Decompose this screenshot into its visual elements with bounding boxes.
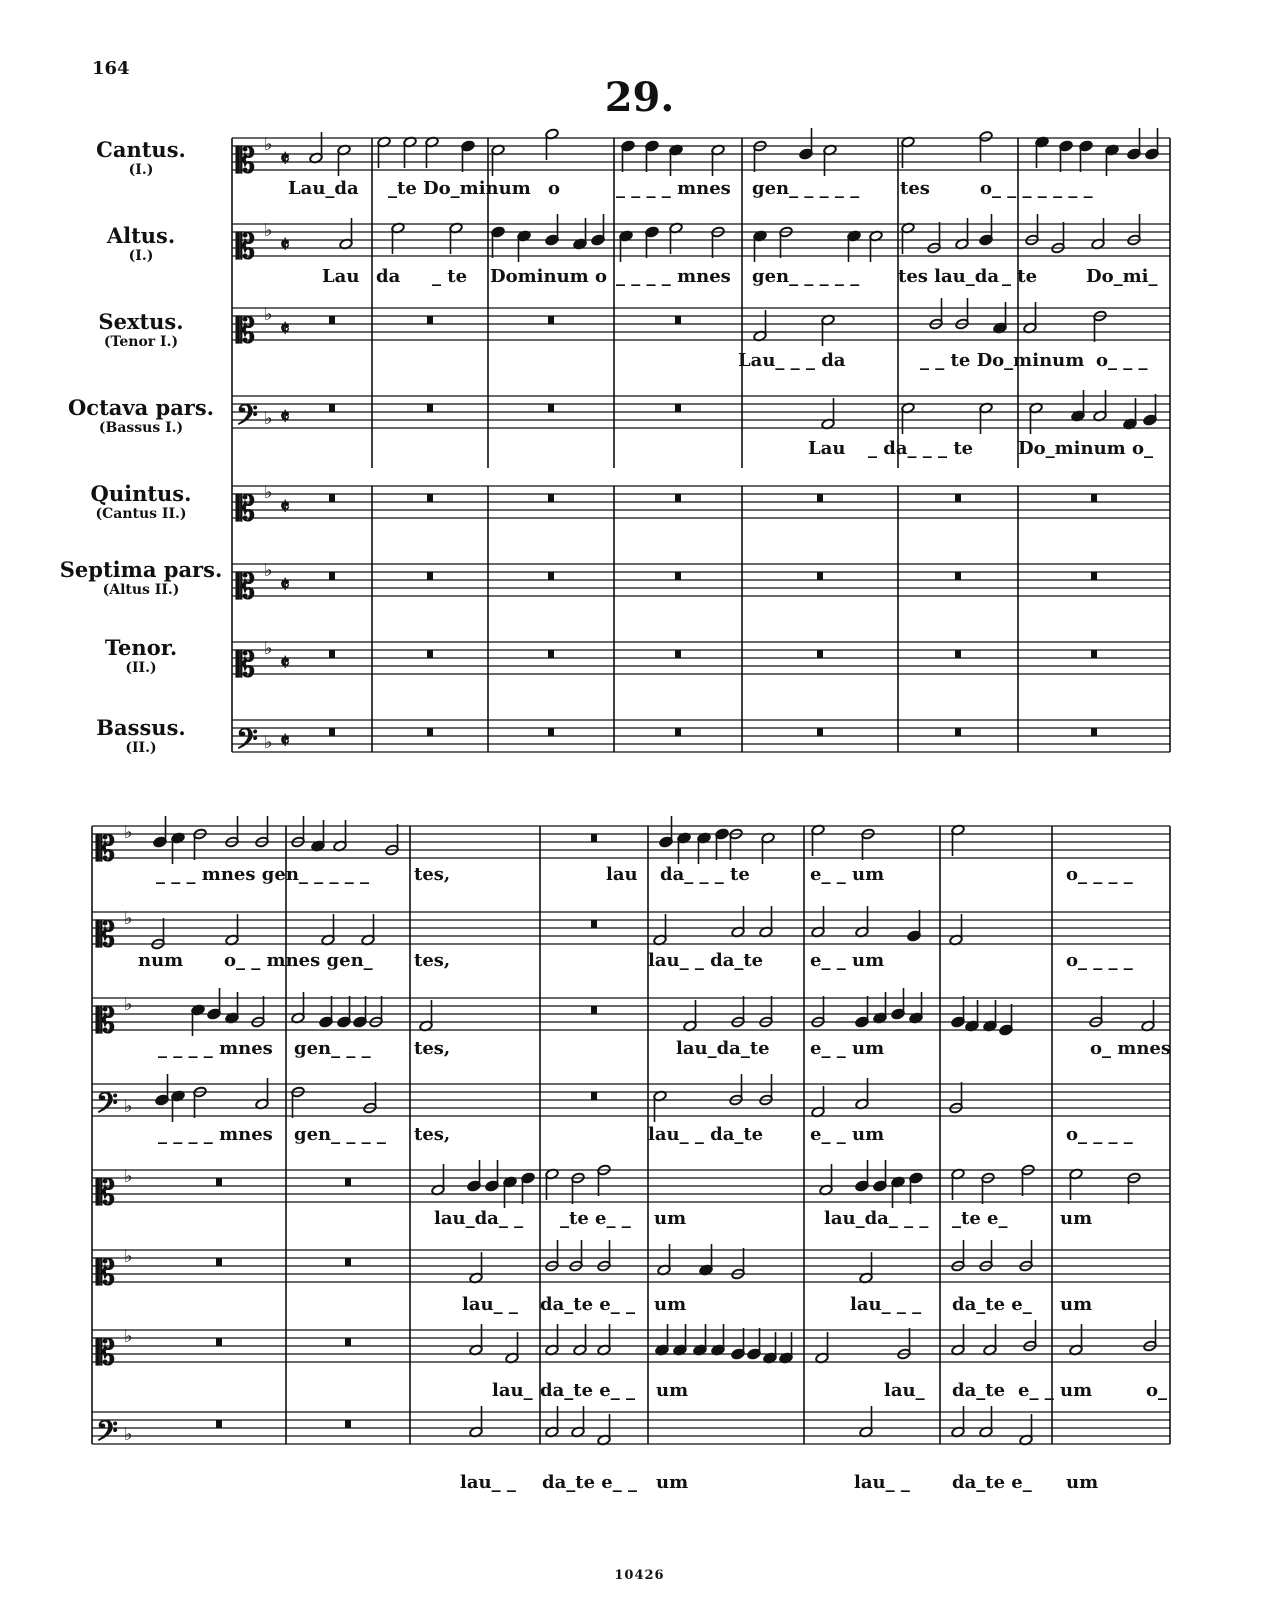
lyric-syllable: um <box>654 1208 687 1229</box>
key-signature-flat: ♭ <box>124 822 133 843</box>
voice-name: Altus. <box>106 223 176 248</box>
c-clef-icon: 𝄡 <box>96 915 115 955</box>
lyric-syllable: e_ _ um <box>810 950 885 971</box>
lyric-syllable: da_te e_ _ <box>540 1294 636 1315</box>
lyric-syllable: _ _ _ _ mnes <box>158 1038 273 1059</box>
lyric-syllable: tes lau_da <box>898 266 1000 287</box>
voice-subtitle: (Bassus I.) <box>98 420 184 437</box>
whole-rest <box>591 834 597 842</box>
whole-rest <box>345 1178 351 1186</box>
lyric-syllable: da_te <box>952 1380 1006 1401</box>
whole-rest <box>1091 572 1097 580</box>
lyric-syllable: Lau <box>808 438 846 459</box>
lyric-syllable: lau_da_ _ <box>434 1208 524 1229</box>
bass-clef-icon: 𝄢 <box>96 1087 118 1127</box>
lyric-syllable: um <box>1066 1472 1099 1493</box>
lyric-syllable: _ te <box>1002 266 1038 287</box>
lyric-syllable: da_te e_ <box>952 1294 1032 1315</box>
lyric-syllable: Lau <box>322 266 360 287</box>
c-clef-icon: 𝄡 <box>236 227 255 267</box>
whole-rest <box>548 494 554 502</box>
whole-rest <box>345 1338 351 1346</box>
whole-rest <box>345 1420 351 1428</box>
bass-clef-icon: 𝄢 <box>236 399 258 439</box>
lyric-syllable: um <box>656 1380 689 1401</box>
whole-rest <box>817 494 823 502</box>
lyric-syllable: um <box>1060 1208 1093 1229</box>
lyric-syllable: o_ _ _ _ <box>1066 864 1133 885</box>
whole-rest <box>675 572 681 580</box>
lyric-syllable: da_te e_ _ <box>542 1472 638 1493</box>
lyric-syllable: lau_ _ <box>854 1472 910 1493</box>
whole-rest <box>548 650 554 658</box>
voice-name: Quintus. <box>90 481 192 506</box>
voice-subtitle: (Altus II.) <box>102 582 180 599</box>
lyric-syllable: o_ _ _ _ _ _ _ <box>980 178 1093 199</box>
c-clef-icon: 𝄡 <box>96 1001 115 1041</box>
whole-rest <box>817 650 823 658</box>
lyric-syllable: num <box>138 950 184 971</box>
lyric-syllable: _te e_ _ <box>560 1208 631 1229</box>
whole-rest <box>216 1338 222 1346</box>
whole-rest <box>1091 728 1097 736</box>
lyric-syllable: lau_ _ <box>460 1472 516 1493</box>
lyric-syllable: tes, <box>414 1038 451 1059</box>
whole-rest <box>427 728 433 736</box>
lyric-syllable: um <box>656 1472 689 1493</box>
lyric-syllable: o_ _ _ <box>1096 350 1148 371</box>
time-signature-cut-common: 𝄵 <box>280 728 290 754</box>
whole-rest <box>955 494 961 502</box>
bass-clef-icon: 𝄢 <box>96 1415 118 1455</box>
whole-rest <box>216 1178 222 1186</box>
whole-rest <box>329 494 335 502</box>
whole-rest <box>216 1258 222 1266</box>
whole-rest <box>345 1258 351 1266</box>
whole-rest <box>675 404 681 412</box>
plate-number: 10426 <box>614 1568 665 1583</box>
lyric-syllable: da_te e_ _ <box>540 1380 636 1401</box>
lyric-syllable: um <box>1060 1380 1093 1401</box>
c-clef-icon: 𝄡 <box>96 1173 115 1213</box>
key-signature-flat: ♭ <box>264 408 273 429</box>
key-signature-flat: ♭ <box>264 732 273 753</box>
lyric-syllable: _te e_ <box>952 1208 1008 1229</box>
voice-name: Tenor. <box>104 635 178 660</box>
lyric-syllable: e_ _ um <box>810 864 885 885</box>
voice-name: Bassus. <box>96 715 186 740</box>
lyric-syllable: da <box>376 266 401 287</box>
whole-rest <box>591 1092 597 1100</box>
whole-rest <box>329 404 335 412</box>
whole-rest <box>329 316 335 324</box>
lyric-syllable: lau_ _ <box>462 1294 518 1315</box>
whole-rest <box>955 650 961 658</box>
c-clef-icon: 𝄡 <box>96 1253 115 1293</box>
whole-rest <box>675 316 681 324</box>
whole-rest <box>1091 494 1097 502</box>
lyric-syllable: o <box>548 178 561 199</box>
whole-rest <box>548 316 554 324</box>
whole-rest <box>955 572 961 580</box>
key-signature-flat: ♭ <box>124 1424 133 1445</box>
key-signature-flat: ♭ <box>124 1246 133 1267</box>
lyric-syllable: o_ _ _ _ <box>1066 1124 1133 1145</box>
lyric-syllable: tes <box>900 178 930 199</box>
time-signature-cut-common: 𝄵 <box>280 650 290 676</box>
lyric-syllable: _ _ _ _ mnes <box>616 178 731 199</box>
whole-rest <box>548 572 554 580</box>
lyric-syllable: _ _ _ _ mnes <box>616 266 731 287</box>
lyric-syllable: lau_da_ _ _ <box>824 1208 929 1229</box>
whole-rest <box>427 316 433 324</box>
lyric-syllable: lau <box>606 864 638 885</box>
lyric-syllable: tes, <box>414 864 451 885</box>
lyric-syllable: Dominum o <box>490 266 607 287</box>
whole-rest <box>591 1006 597 1014</box>
time-signature-cut-common: 𝄵 <box>280 494 290 520</box>
lyric-syllable: gen_ _ _ <box>294 1038 371 1059</box>
voice-subtitle: (Tenor I.) <box>103 334 179 351</box>
lyric-syllable: _ te <box>432 266 468 287</box>
whole-rest <box>955 728 961 736</box>
lyric-syllable: lau_da_te <box>676 1038 770 1059</box>
lyric-syllable: e_ _ um <box>810 1124 885 1145</box>
lyric-syllable: o_ _ mnes gen_ <box>224 950 373 971</box>
lyric-syllable: _ _ te Do_minum <box>920 350 1085 371</box>
page-number: 164 <box>92 58 130 79</box>
whole-rest <box>427 572 433 580</box>
lyric-syllable: tes, <box>414 950 451 971</box>
c-clef-icon: 𝄡 <box>96 1333 115 1373</box>
lyric-syllable: e_ _ <box>1018 1380 1054 1401</box>
key-signature-flat: ♭ <box>124 1096 133 1117</box>
lyric-syllable: Lau_ _ _ da <box>738 350 846 371</box>
voice-name: Septima pars. <box>59 557 223 582</box>
key-signature-flat: ♭ <box>124 908 133 929</box>
lyric-syllable: _te Do_minum <box>388 178 531 199</box>
lyric-syllable: um <box>1060 1294 1093 1315</box>
time-signature-cut-common: 𝄵 <box>280 316 290 342</box>
time-signature-cut-common: 𝄵 <box>280 572 290 598</box>
whole-rest <box>427 404 433 412</box>
c-clef-icon: 𝄡 <box>236 311 255 351</box>
lyric-syllable: da_ _ _ te <box>660 864 750 885</box>
lyric-syllable: tes, <box>414 1124 451 1145</box>
key-signature-flat: ♭ <box>264 482 273 503</box>
whole-rest <box>329 572 335 580</box>
time-signature-cut-common: 𝄵 <box>280 146 290 172</box>
whole-rest <box>427 494 433 502</box>
voice-subtitle: (I.) <box>128 162 154 179</box>
key-signature-flat: ♭ <box>264 220 273 241</box>
lyric-syllable: _ _ _ _ mnes <box>158 1124 273 1145</box>
c-clef-icon: 𝄡 <box>96 829 115 869</box>
voice-name: Octava pars. <box>68 395 214 420</box>
whole-rest <box>817 572 823 580</box>
whole-rest <box>675 650 681 658</box>
lyric-syllable: gen_ _ _ _ _ <box>752 178 860 199</box>
lyric-syllable: o_ _ _ _ <box>1066 950 1133 971</box>
key-signature-flat: ♭ <box>264 560 273 581</box>
lyric-syllable: lau_ _ da_te <box>648 950 764 971</box>
bass-clef-icon: 𝄢 <box>236 723 258 763</box>
c-clef-icon: 𝄡 <box>236 567 255 607</box>
key-signature-flat: ♭ <box>264 638 273 659</box>
lyric-syllable: um <box>654 1294 687 1315</box>
key-signature-flat: ♭ <box>124 1326 133 1347</box>
voice-subtitle: (I.) <box>128 248 154 265</box>
lyric-syllable: lau_ <box>884 1380 925 1401</box>
whole-rest <box>548 728 554 736</box>
key-signature-flat: ♭ <box>264 304 273 325</box>
lyric-syllable: Do_mi_ <box>1086 266 1158 287</box>
lyric-syllable: _ da_ _ _ te <box>868 438 974 459</box>
voice-name: Sextus. <box>98 309 184 334</box>
time-signature-cut-common: 𝄵 <box>280 404 290 430</box>
key-signature-flat: ♭ <box>124 994 133 1015</box>
whole-rest <box>1091 650 1097 658</box>
lyric-syllable: o_ <box>1146 1380 1168 1401</box>
whole-rest <box>675 728 681 736</box>
time-signature-cut-common: 𝄵 <box>280 232 290 258</box>
whole-rest <box>591 920 597 928</box>
lyric-syllable: gen_ _ _ _ <box>294 1124 386 1145</box>
whole-rest <box>675 494 681 502</box>
lyric-syllable: da_te e_ <box>952 1472 1032 1493</box>
key-signature-flat: ♭ <box>264 134 273 155</box>
lyric-syllable: Do_minum o_ <box>1018 438 1153 459</box>
c-clef-icon: 𝄡 <box>236 489 255 529</box>
lyric-syllable: lau_ <box>492 1380 533 1401</box>
lyric-syllable: _ _ _ mnes gen_ _ _ _ _ <box>156 864 369 885</box>
lyric-syllable: o_ mnes <box>1090 1038 1171 1059</box>
voice-name: Cantus. <box>96 137 186 162</box>
voice-subtitle: (II.) <box>125 740 157 757</box>
lyric-syllable: lau_ _ da_te <box>648 1124 764 1145</box>
c-clef-icon: 𝄡 <box>236 645 255 685</box>
whole-rest <box>329 650 335 658</box>
key-signature-flat: ♭ <box>124 1166 133 1187</box>
voice-subtitle: (II.) <box>125 660 157 677</box>
whole-rest <box>216 1420 222 1428</box>
whole-rest <box>817 728 823 736</box>
lyric-syllable: lau_ _ _ <box>850 1294 922 1315</box>
lyric-syllable: gen_ _ _ _ _ <box>752 266 860 287</box>
lyric-syllable: e_ _ um <box>810 1038 885 1059</box>
c-clef-icon: 𝄡 <box>236 141 255 181</box>
piece-number: 29. <box>604 74 675 121</box>
whole-rest <box>548 404 554 412</box>
lyric-syllable: Lau_da <box>288 178 359 199</box>
whole-rest <box>329 728 335 736</box>
voice-subtitle: (Cantus II.) <box>95 506 187 523</box>
whole-rest <box>427 650 433 658</box>
